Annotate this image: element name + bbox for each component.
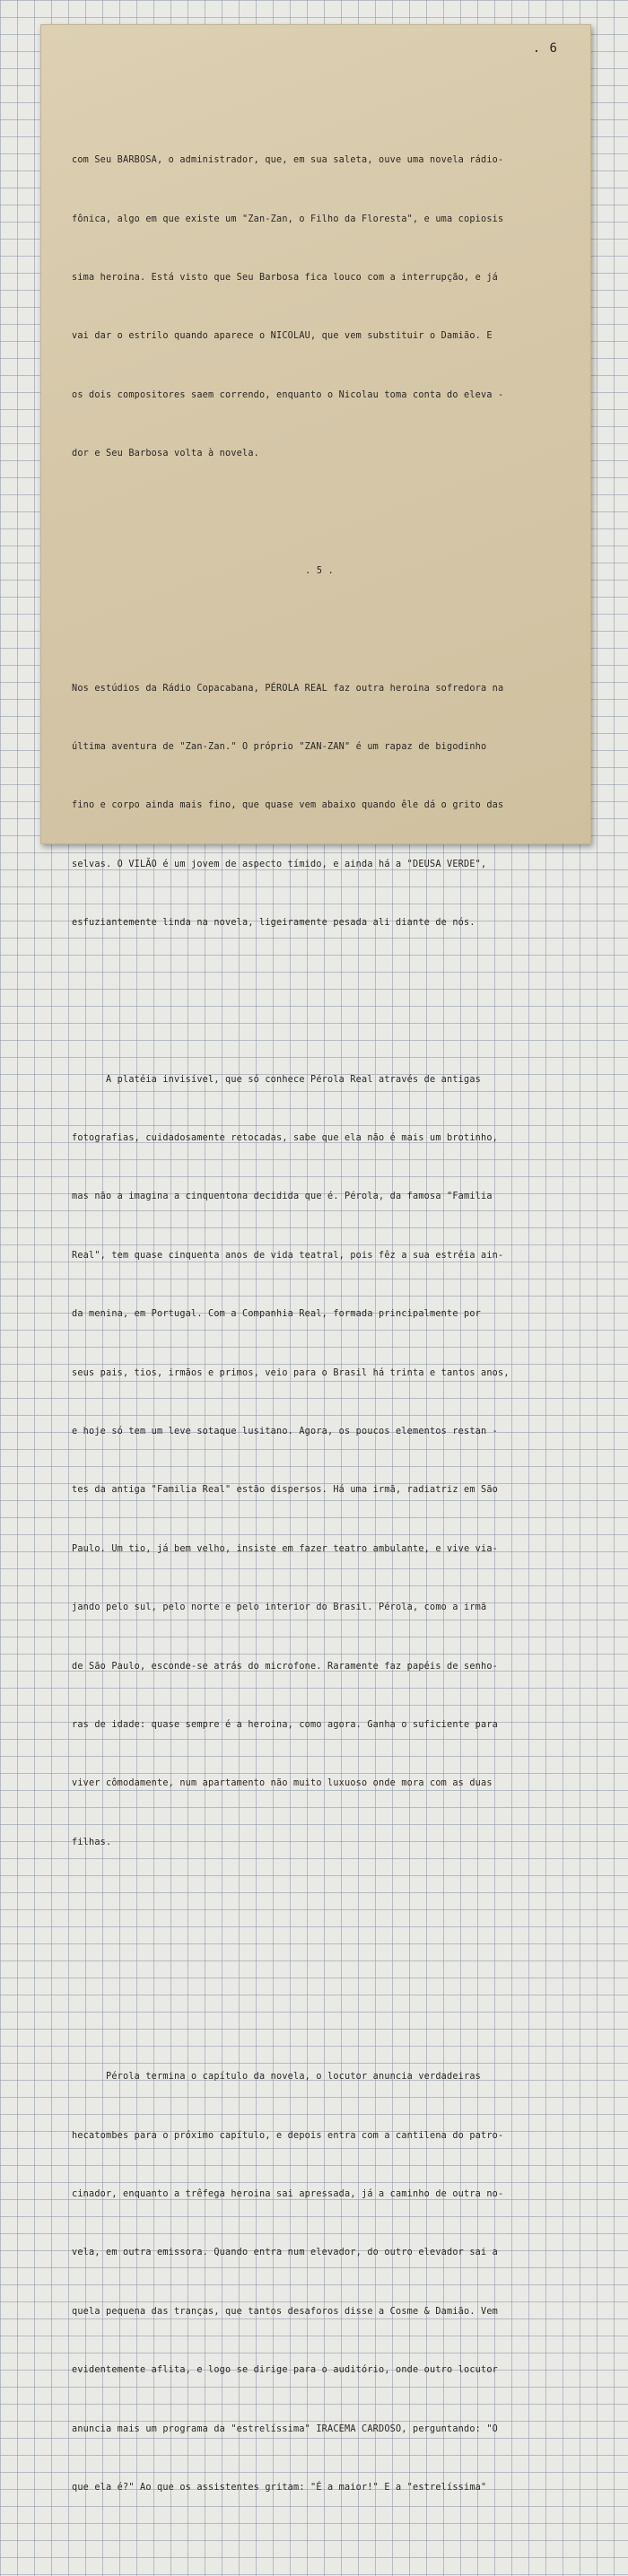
text-line: que ela é?" Ao que os assistentes gritam: "É a maior!" E a "estrelíssima" <box>72 2483 487 2493</box>
paragraph-4 <box>72 2029 567 2537</box>
text-line: da menina, em Portugal. Com a Companhia Real, formada principalmente por <box>72 1309 482 1320</box>
text-line: fônica, algo em que existe um "Zan-Zan, o Filho da Floresta", e uma copiosis <box>72 214 504 224</box>
text-line: filhas. <box>72 1837 112 1847</box>
text-line: jando pelo sul, pelo norte e pelo interior do Brasil. Pérola, como a irmã <box>72 1602 487 1613</box>
text-line: ras de idade: quase sempre é a heroina, como agora. Ganha o suficiente para <box>72 1719 499 1730</box>
text-line: os dois compositores saem correndo, enquanto o Nicolau toma conta do eleva - <box>72 389 504 400</box>
text-line: última aventura de "Zan-Zan." O próprio "ZAN-ZAN" é um rapaz de bigodinho <box>72 742 487 753</box>
text-line: selvas. O VILÃO é um jovem de aspecto tímido, e ainda há a "DEUSA VERDE", <box>72 859 487 869</box>
text-line: hecatombes para o próximo capítulo, e depois entra com a cantilena do patro- <box>72 2130 504 2141</box>
blank-line <box>72 1951 567 1970</box>
section-marker: . 5 . <box>305 565 334 576</box>
text-line: de São Paulo, esconde-se atrás do microfone. Raramente faz papéis de senho- <box>72 1661 499 1672</box>
text-line: quela pequena das tranças, que tantos desaforos disse a Cosme & Damião. Vem <box>72 2306 499 2317</box>
text-line: Real", tem quase cinquenta anos de vida teatral, pois fêz a sua estréia ain- <box>72 1250 504 1261</box>
text-line: cinador, enquanto a trêfega heroina sai apressada, já a caminho de outra no- <box>72 2189 504 2200</box>
typed-text <box>72 73 567 2576</box>
paragraph-2 <box>72 640 567 973</box>
document-page <box>40 24 591 2493</box>
text-line: Nos estúdios da Rádio Copacabana, PÉROLA REAL faz outra heroina sofredora na <box>72 683 504 694</box>
text-line: mas não a imagina a cinquentona decidida que é. Pérola, da famosa "Familia <box>72 1192 493 1202</box>
text-line: vela, em outra emissora. Quando entra num elevador, do outro elevador sai a <box>72 2248 499 2258</box>
text-line: com Seu BARBOSA, o administrador, que, em sua saleta, ouve uma novela rádio- <box>72 155 504 166</box>
page-number: . 6 <box>532 41 558 56</box>
text-line: viver cômodamente, num apartamento não muito luxuoso onde mora com as duas <box>72 1778 493 1789</box>
paragraph-1 <box>72 112 567 503</box>
text-line: vai dar o estrilo quando aparece o NICOLAU, que vem substituir o Damião. E <box>72 331 493 342</box>
text-line: e hoje só tem um leve sotaque lusitano. Agora, os poucos elementos restan - <box>72 1426 499 1436</box>
text-line: anuncia mais um programa da "estrelíssima" IRACEMA CARDOSO, perguntando: "O <box>72 2423 499 2434</box>
text-line: seus pais, tios, irmãos e primos, veio para o Brasil há trinta e tantos anos, <box>72 1367 510 1378</box>
text-line: Paulo. Um tio, já bem velho, insiste em fazer teatro ambulante, e vive via- <box>72 1543 499 1554</box>
text-line: fino e corpo ainda mais fino, que quase vem abaixo quando êle dá o grito das <box>72 800 504 811</box>
paragraph-3 <box>72 1031 567 1891</box>
text-line: A platéia invisível, que só conhece Pérola Real através de antigas <box>72 1074 482 1085</box>
text-line: Pérola termina o capítulo da novela, o locutor anuncia verdadeiras <box>72 2072 482 2083</box>
text-line: evidentemente aflita, e logo se dirige para o auditório, onde outro locutor <box>72 2365 499 2376</box>
text-line: dor e Seu Barbosa volta à novela. <box>72 449 260 459</box>
text-line: tes da antiga "Familia Real" estão dispersos. Há uma irmã, radiatriz em São <box>72 1485 499 1496</box>
text-line: esfuziantemente linda na novela, ligeiramente pesada ali diante de nós. <box>72 918 475 929</box>
text-line: sima heroina. Está visto que Seu Barbosa fica louco com a interrupção, e já <box>72 272 499 283</box>
text-line: fotografias, cuidadosamente retocadas, sabe que ela não é mais um brotinho, <box>72 1133 499 1144</box>
